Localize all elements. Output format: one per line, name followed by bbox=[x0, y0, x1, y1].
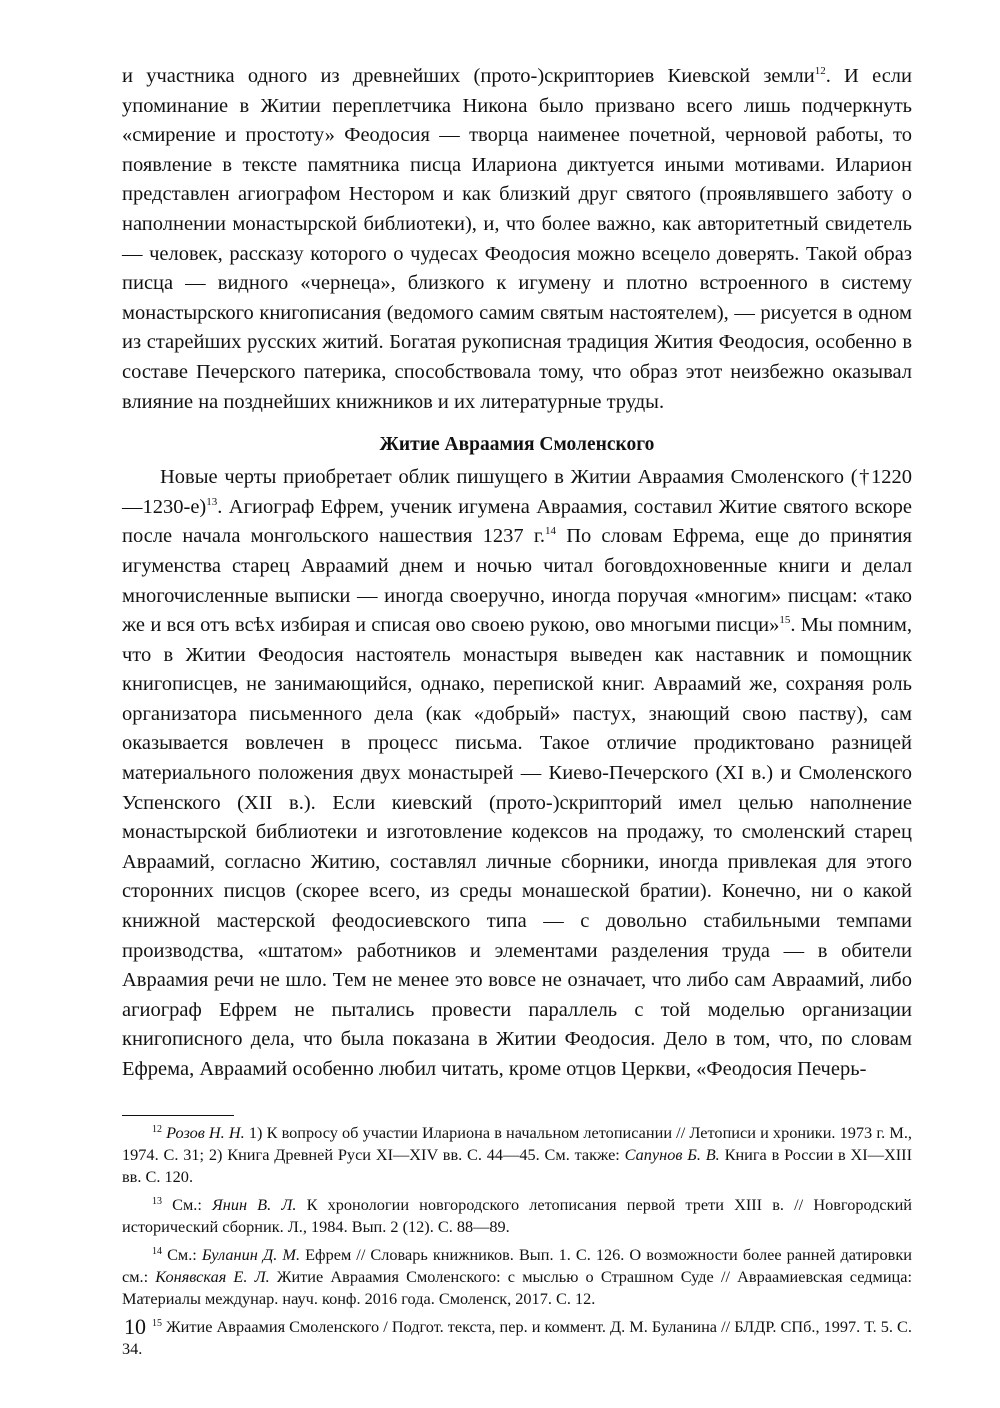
footnote-text: Житие Авраамия Смоленского / Подгот. текста, пер. и коммент. Д. М. Буланина // БЛДР. СПб., 1997. Т. 5. С. 34. bbox=[122, 1316, 912, 1358]
paragraph-2-text-a: Новые черты приобретает облик пишущего в Житии Авраамия Смоленского (†1220—1230-е) bbox=[122, 466, 912, 518]
paragraph-1-text-b: . И если упоминание в Житии переплетчика Никона было призвано всего лишь подчеркнуть «смирение и простоту» Феодосия — творца наименее почетной, черновой работы, то появление в тексте памятника писца Илариона диктуется иными мотивами. Иларион представлен агиографом Нестором и как близкий друг святого (проявлявшего заботу о наполнении монастырской библиотеки), и, что более важно, как авторитетный свидетель — человек, рассказу которого о чудесах Феодосия можно всецело доверять. Такой образ писца — видного «чернеца», близкого к игумену и плотно встроенного в систему монастырского книгописания (ведомого самим святым настоятелем), — рисуется в одном из старейших русских житий. Богатая рукописная традиция Жития Феодосия, особенно в составе Печерского патерика, способствовала тому, что образ этот неизбежно оказывал влияние на позднейших книжников и их литературные труды. bbox=[122, 65, 912, 413]
footnote-12 bbox=[122, 1122, 912, 1188]
footnote-author: Розов Н. Н. bbox=[166, 1122, 245, 1142]
paragraph-1 bbox=[122, 62, 912, 417]
paragraph-2 bbox=[122, 463, 912, 1084]
footnote-14 bbox=[122, 1244, 912, 1310]
footnote-15 bbox=[122, 1316, 912, 1360]
footnote-number: 15 bbox=[152, 1317, 162, 1329]
footnote-number: 12 bbox=[152, 1123, 162, 1135]
paragraph-2-text-d: . Мы помним, что в Житии Феодосия настоятель монастыря выведен как наставник и помощник книгописцев, не занимающийся, однако, перепиской книг. Авраамий же, сохраняя роль организатора письменного дела (как «добрый» пастух, знающий свою паству), сам оказывается вовлечен в процесс письма. Такое отличие продиктовано разницей материального положения двух монастырей — Киево-Печерского (XI в.) и Смоленского Успенского (XII в.). Если киевский (прото-)скрипторий имел целью наполнение монастырской библиотеки и изготовление кодексов на продажу, то смоленский старец Авраамий, согласно Житию, составлял личные сборники, иногда привлекая для этого сторонних писцов (скорее всего, из среды монашеской братии). Конечно, ни о какой книжной мастерской феодосиевского типа — с довольно стабильными темпами производства, «штатом» работников и элементами разделения труда — в обители Авраамия речи не шло. Тем не менее это вовсе не означает, что либо сам Авраамий, либо агиограф Ефрем не пытались провести параллель с той моделью организации книгописного дела, что была показана в Житии Феодосия. Дело в том, что, по словам Ефрема, Авраамий особенно любил читать, кроме отцов Церкви, «Феодосия Печерь- bbox=[122, 614, 912, 1080]
footnote-author: Янин В. Л. bbox=[212, 1194, 297, 1214]
footnote-text: См.: bbox=[162, 1244, 202, 1264]
footnote-number: 14 bbox=[152, 1245, 162, 1257]
footnote-text: См.: bbox=[162, 1194, 213, 1214]
footnote-13 bbox=[122, 1194, 912, 1238]
footnote-text: Ефрем // Словарь книжников. Вып. 1. С. 126. О возможности более ранней датировки см.: bbox=[122, 1244, 912, 1286]
footnote-author: Сапунов Б. В. bbox=[624, 1144, 720, 1164]
paragraph-2-text-b: . Агиограф Ефрем, ученик игумена Авраамия, составил Житие святого вскоре после начала монгольского нашествия 1237 г. bbox=[122, 495, 912, 548]
footnotes bbox=[122, 1122, 912, 1360]
footnote-text: Книга в России в XI—XIII вв. С. 120. bbox=[122, 1144, 913, 1186]
footnote-text: К хронологии новгородского летописания первой трети XIII в. // Новгородский исторический сборник. Л., 1984. Вып. 2 (12). С. 88—89. bbox=[122, 1194, 912, 1236]
footnote-author: Конявская Е. Л. bbox=[155, 1266, 270, 1286]
page-number: 10 bbox=[124, 1314, 146, 1339]
section-heading: Житие Авраамия Смоленского bbox=[379, 434, 655, 456]
main-text bbox=[122, 62, 912, 1085]
footnote-text: Житие Авраамия Смоленского: с мыслью о Страшном Суде // Авраамиевская седмица: Материалы междунар. науч. конф. 2016 года. Смоленск, 2017. С. 12. bbox=[122, 1266, 912, 1308]
footnote-ref-12[interactable]: 12 bbox=[814, 65, 826, 77]
footnote-author: Буланин Д. М. bbox=[201, 1244, 301, 1264]
footnote-ref-13[interactable]: 13 bbox=[206, 495, 218, 508]
footnote-ref-14[interactable]: 14 bbox=[545, 525, 557, 538]
footnote-divider bbox=[122, 1115, 234, 1116]
footnote-number: 13 bbox=[152, 1195, 162, 1207]
paragraph-1-text-a: и участника одного из древнейших (прото-)скрипториев Киевской земли bbox=[122, 65, 815, 87]
footnote-ref-15[interactable]: 15 bbox=[779, 614, 791, 627]
page-content bbox=[122, 62, 912, 1366]
footnote-text: 1) К вопросу об участии Илариона в начальном летописании // Летописи и хроники. 1973 г. М., 1974. С. 31; 2) Книга Древней Руси XI—XIV вв. С. 44—45. См. также: bbox=[122, 1122, 912, 1164]
paragraph-2-text-c: По словам Ефрема, еще до принятия игуменства старец Авраамий днем и ночью читал боговдохновенные книги и делал многочисленные выписки — иногда своеручно, иногда поручая «многим» писцам: «тако же и вся отъ всѣх избирая и списая ово своею рукою, ово многыми писци» bbox=[122, 525, 912, 637]
